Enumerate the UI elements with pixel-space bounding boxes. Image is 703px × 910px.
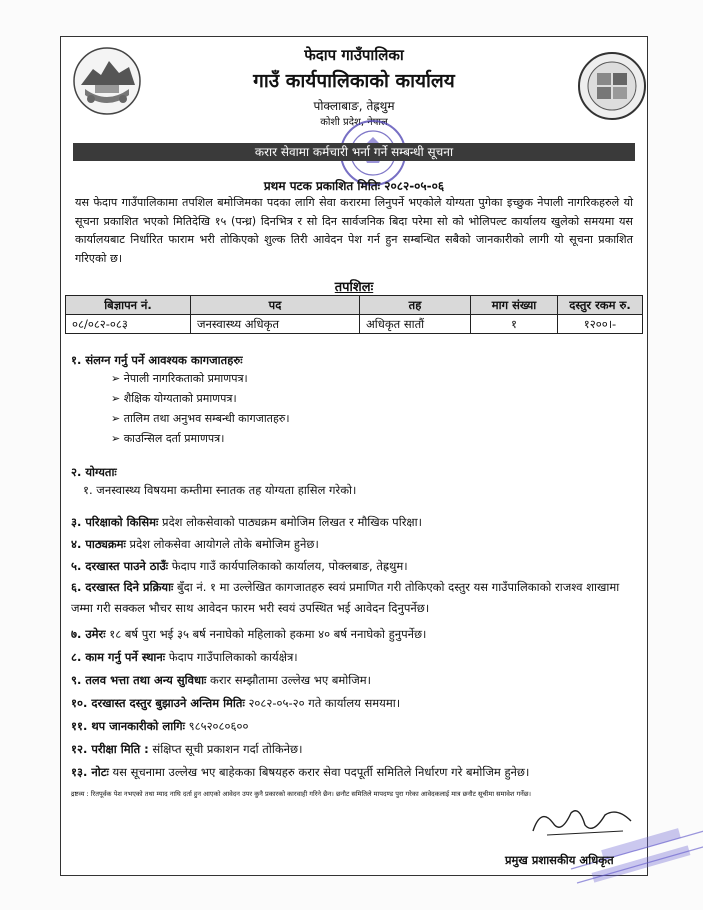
section-1-title: १. संलग्न गर्नु पर्ने आवश्यक कागजातहरुः: [71, 353, 243, 367]
list-item: ➢ शैक्षिक योग्यताको प्रमाणपत्र।: [111, 392, 237, 405]
cell-post: जनस्वास्थ्य अधिकृत: [191, 315, 360, 334]
section-9: ९. तलव भत्ता तथा अन्य सुविधाः करार सम्झौतामा उल्लेख भए बमोजिम।: [71, 673, 372, 687]
cell-ad-number: ०८/०८२-०८३: [66, 315, 191, 334]
qualification-item: १. जनस्वास्थ्य विषयमा कम्तीमा स्नातक तह योग्यता हासिल गरेको।: [83, 483, 357, 497]
officer-stamp: [561, 809, 703, 889]
section-6: ६. दरखास्त दिने प्रक्रियाः बुँदा नं. १ मा उल्लेखित कागजातहरु स्वयं प्रमाणित गरी तोकिएको दस्तुर यस गाउँपालिकाको राजश्व शाखामा जम्मा गरी सक्कल भौचर साथ आवेदन फारम भरी स्वयं उपस्थित भई आवेदन दिनुपर्नेछ।: [71, 580, 620, 615]
table-header-row: [66, 296, 643, 315]
col-fee: दस्तुर रकम रु.: [558, 296, 643, 315]
section-7: ७. उमेरः १८ बर्ष पुरा भई ३५ बर्ष ननाघेको महिलाको हकमा ४० बर्ष ननाघेको हुनुपर्नेछ।: [71, 627, 427, 641]
cell-fee: १२००।-: [558, 315, 643, 334]
section-10: १०. दरखास्त दस्तुर बुझाउने अन्तिम मितिः २०८२-०५-२० गते कार्यालय समयमा।: [71, 696, 401, 710]
arrow-bullet-icon: ➢: [111, 432, 124, 445]
section-12: १२. परीक्षा मिति : संक्षिप्त सूची प्रकाशन गर्दा तोकिनेछ।: [71, 742, 303, 756]
arrow-bullet-icon: ➢: [111, 412, 124, 425]
province-name: कोशी प्रदेश, नेपाल: [320, 117, 388, 128]
arrow-bullet-icon: ➢: [111, 392, 124, 405]
notice-page: [60, 36, 648, 876]
details-heading: तपशिलः: [334, 280, 374, 295]
arrow-bullet-icon: ➢: [111, 372, 124, 385]
col-level: तह: [360, 296, 471, 315]
section-8: ८. काम गर्नु पर्ने स्थानः फेदाप गाउँपालिकाको कार्यक्षेत्र।: [71, 650, 298, 664]
signer-title: प्रमुख प्रशासकीय अधिकृत: [505, 853, 614, 867]
section-11: ११. थप जानकारीको लागिः ९८५२०८०६००: [71, 719, 249, 733]
section-5: ५. दरखास्त पाउने ठाउँः फेदाप गाउँ कार्यपालिकाको कार्यालय, पोक्लबाङ, तेह्रथुम।: [71, 559, 408, 573]
list-item: ➢ काउन्सिल दर्ता प्रमाणपत्र।: [111, 432, 225, 445]
col-demand: माग संख्या: [471, 296, 558, 315]
municipality-seal-logo: [577, 51, 647, 121]
notice-title-banner: करार सेवामा कर्मचारी भर्ना गर्ने सम्बन्धी सूचना: [73, 143, 635, 161]
cell-demand: १: [471, 315, 558, 334]
first-publication-date: प्रथम पटक प्रकाशित मितिः २०८२-०५-०६: [263, 179, 445, 193]
col-ad-number: बिज्ञापन नं.: [66, 296, 191, 315]
list-item: ➢ तालिम तथा अनुभव सम्बन्धी कागजातहरु।: [111, 412, 290, 425]
footnote: द्रष्टव्य : रितपूर्वक पेश नभएको तथा म्याद नाघि दर्ता हुन आएको आवेदन उपर कुनै प्रकारको कारवाही गरिने छैन। छनौट समितिले मापदण्ड पुरा गरेका आवेदकलाई मात्र छनौट सूचीमा समावेश गर्नेछ।: [71, 790, 531, 798]
municipality-name: फेदाप गाउँपालिका: [304, 46, 404, 64]
section-3: ३. परिक्षाको किसिमः प्रदेश लोकसेवाको पाठ्यक्रम बमोजिम लिखत र मौखिक परिक्षा।: [71, 515, 422, 529]
section-2-title: २. योग्यताः: [71, 465, 117, 479]
table-row: [66, 315, 643, 334]
office-name: गाउँ कार्यपालिकाको कार्यालय: [253, 70, 455, 92]
vacancy-table: [65, 295, 643, 334]
list-item: ➢ नेपाली नागरिकताको प्रमाणपत्र।: [111, 372, 248, 385]
section-13: १३. नोटः यस सूचनामा उल्लेख भए बाहेकका बिषयहरु करार सेवा पदपूर्ती समितिले निर्धारण गरे बमोजिम हुनेछ।: [71, 765, 530, 779]
office-location: पोक्लाबाङ, तेह्रथुम: [313, 99, 395, 113]
col-post: पद: [191, 296, 360, 315]
section-4: ४. पाठ्यक्रमः प्रदेश लोकसेवा आयोगले तोके बमोजिम हुनेछ।: [71, 537, 319, 551]
cell-level: अधिकृत सातौं: [360, 315, 471, 334]
intro-paragraph: यस फेदाप गाउँपालिकामा तपशिल बमोजिमका पदका लागि सेवा करारमा लिनुपर्ने भएकोले योग्यता पुगेका इच्छुक नेपाली नागरिकहरुले यो सूचना प्रकाशित भएको मितिदेखि १५ (पन्ध्र) दिनभित्र र सो दिन सार्वजनिक बिदा परेमा सो को भोलिपल्ट कार्यालय खुलेको समयमा यस कार्यालयबाट निर्धारित फाराम भरी तोकिएको शुल्क तिरी आवेदन पेश गर्न हुन सम्बन्धित सबैको जानकारीको लागी यो सूचना प्रकाशित गरिएको छ।: [75, 196, 633, 265]
